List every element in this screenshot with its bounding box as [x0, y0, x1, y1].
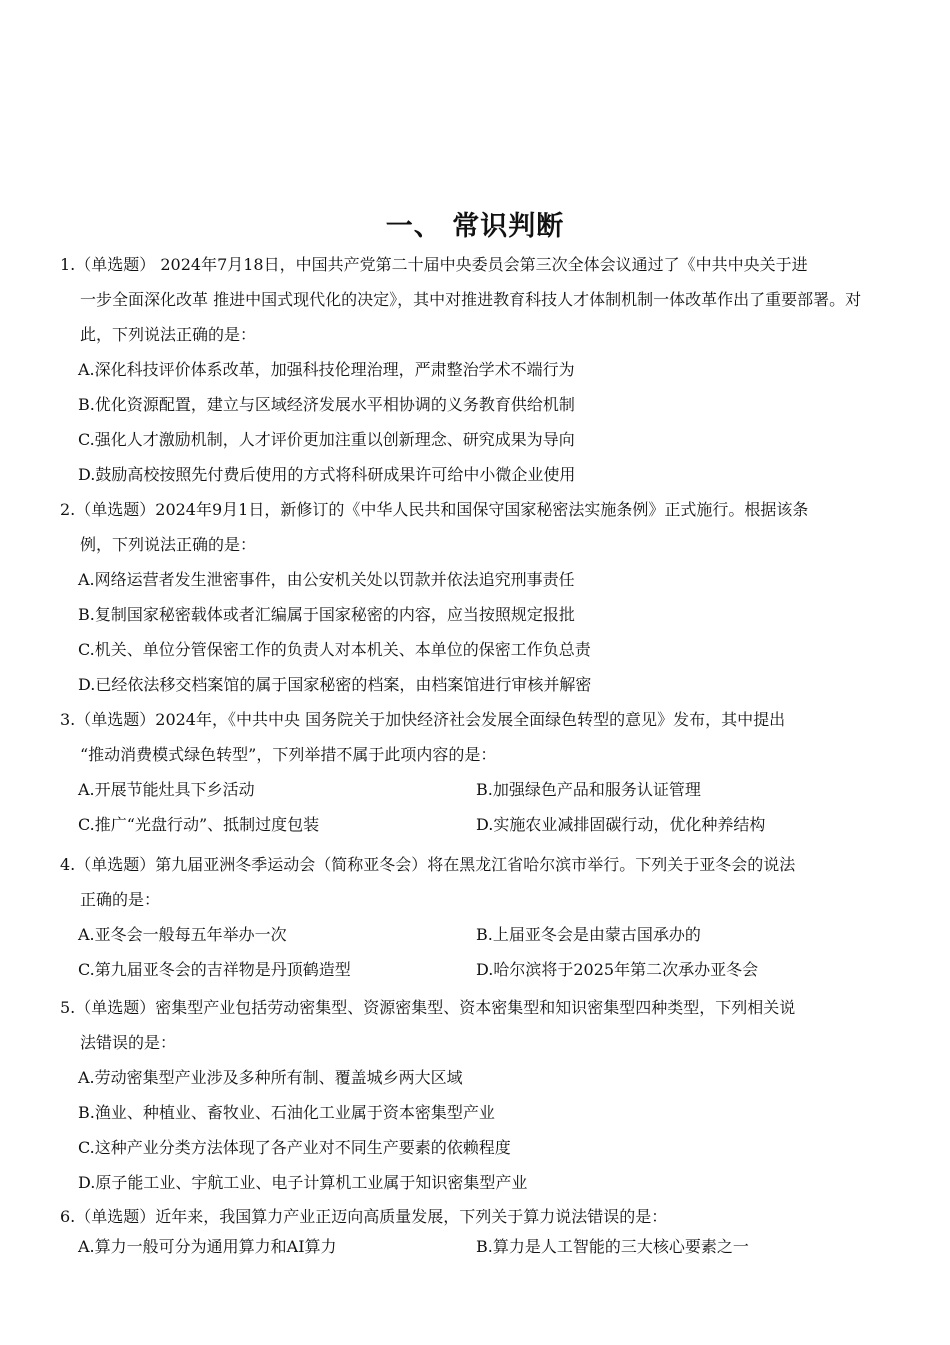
- option-b: B.渔业、种植业、畜牧业、石油化工业属于资本密集型产业: [78, 1103, 495, 1122]
- question-stem: [60, 247, 875, 352]
- option-a: A.网络运营者发生泄密事件，由公安机关处以罚款并依法追究刑事责任: [78, 570, 575, 589]
- option-a: A.亚冬会一般每五年举办一次: [78, 925, 287, 944]
- question-stem: [60, 492, 875, 562]
- option-d: D.哈尔滨将于2025年第二次承办亚冬会: [476, 960, 759, 979]
- stem-continuation: 法错误的是：: [80, 1033, 177, 1052]
- option-b: B.优化资源配置，建立与区域经济发展水平相协调的义务教育供给机制: [78, 395, 575, 414]
- option-c: C.这种产业分类方法体现了各产业对不同生产要素的依赖程度: [78, 1138, 511, 1157]
- stem-line: 4.（单选题）第九届亚洲冬季运动会（简称亚冬会）将在黑龙江省哈尔滨市举行。下列关于亚冬会的说法: [60, 855, 796, 874]
- option-c: C.推广“光盘行动”、抵制过度包装: [78, 815, 320, 834]
- stem-line: 3.（单选题）2024年，《中共中央 国务院关于加快经济社会发展全面绿色转型的意见》发布，其中提出: [60, 710, 786, 729]
- question-stem: [60, 847, 875, 917]
- question-2: [60, 492, 875, 702]
- stem-continuation: 例，下列说法正确的是：: [80, 535, 257, 554]
- question-6: [60, 1202, 875, 1262]
- question-1: [60, 247, 875, 492]
- option-row: [60, 807, 875, 842]
- section-title: 一、 常识判断: [385, 211, 565, 242]
- question-4: [60, 847, 875, 987]
- option-d: D.鼓励高校按照先付费后使用的方式将科研成果许可给中小微企业使用: [78, 465, 576, 484]
- option-row: [60, 772, 875, 807]
- option-d: D.实施农业减排固碳行动，优化种养结构: [476, 815, 766, 834]
- option-c: C.机关、单位分管保密工作的负责人对本机关、本单位的保密工作负总责: [78, 640, 591, 659]
- option-b: B.加强绿色产品和服务认证管理: [476, 780, 701, 799]
- option-a: A.开展节能灶具下乡活动: [78, 780, 255, 799]
- option-b: B.复制国家秘密载体或者汇编属于国家秘密的内容，应当按照规定报批: [78, 605, 575, 624]
- option-row: [60, 952, 875, 987]
- stem-continuation: 一步全面深化改革 推进中国式现代化的决定》，其中对推进教育科技人才体制机制一体改革作出了重要部署。对此，下列说法正确的是：: [80, 290, 862, 344]
- option-c: C.第九届亚冬会的吉祥物是丹顶鹤造型: [78, 960, 351, 979]
- stem-line: 6.（单选题）近年来，我国算力产业正迈向高质量发展，下列关于算力说法错误的是：: [60, 1207, 668, 1226]
- option-row: [60, 917, 875, 952]
- question-stem: [60, 1202, 875, 1232]
- option-row: [60, 1232, 875, 1262]
- question-stem: [60, 702, 875, 772]
- option-b: B.上届亚冬会是由蒙古国承办的: [476, 925, 701, 944]
- option-a: A.劳动密集型产业涉及多种所有制、覆盖城乡两大区域: [78, 1068, 463, 1087]
- question-stem: [60, 990, 875, 1060]
- stem-line: 5.（单选题）密集型产业包括劳动密集型、资源密集型、资本密集型和知识密集型四种类型，下列相关说: [60, 998, 796, 1017]
- option-a: A.深化科技评价体系改革，加强科技伦理治理，严肃整治学术不端行为: [78, 360, 575, 379]
- stem-continuation: “推动消费模式绿色转型”，下列举措不属于此项内容的是：: [80, 745, 497, 764]
- question-5: [60, 990, 875, 1200]
- stem-continuation: 正确的是：: [80, 890, 161, 909]
- option-d: D.已经依法移交档案馆的属于国家秘密的档案，由档案馆进行审核并解密: [78, 675, 592, 694]
- stem-line: 1.（单选题） 2024年7月18日，中国共产党第二十届中央委员会第三次全体会议通过了《中共中央关于进: [60, 255, 808, 274]
- question-3: [60, 702, 875, 842]
- option-b: B.算力是人工智能的三大核心要素之一: [476, 1237, 749, 1256]
- option-a: A.算力一般可分为通用算力和AI算力: [78, 1237, 337, 1256]
- option-c: C.强化人才激励机制，人才评价更加注重以创新理念、研究成果为导向: [78, 430, 575, 449]
- stem-line: 2.（单选题）2024年9月1日，新修订的《中华人民共和国保守国家秘密法实施条例》正式施行。根据该条: [60, 500, 809, 519]
- option-d: D.原子能工业、宇航工业、电子计算机工业属于知识密集型产业: [78, 1173, 528, 1192]
